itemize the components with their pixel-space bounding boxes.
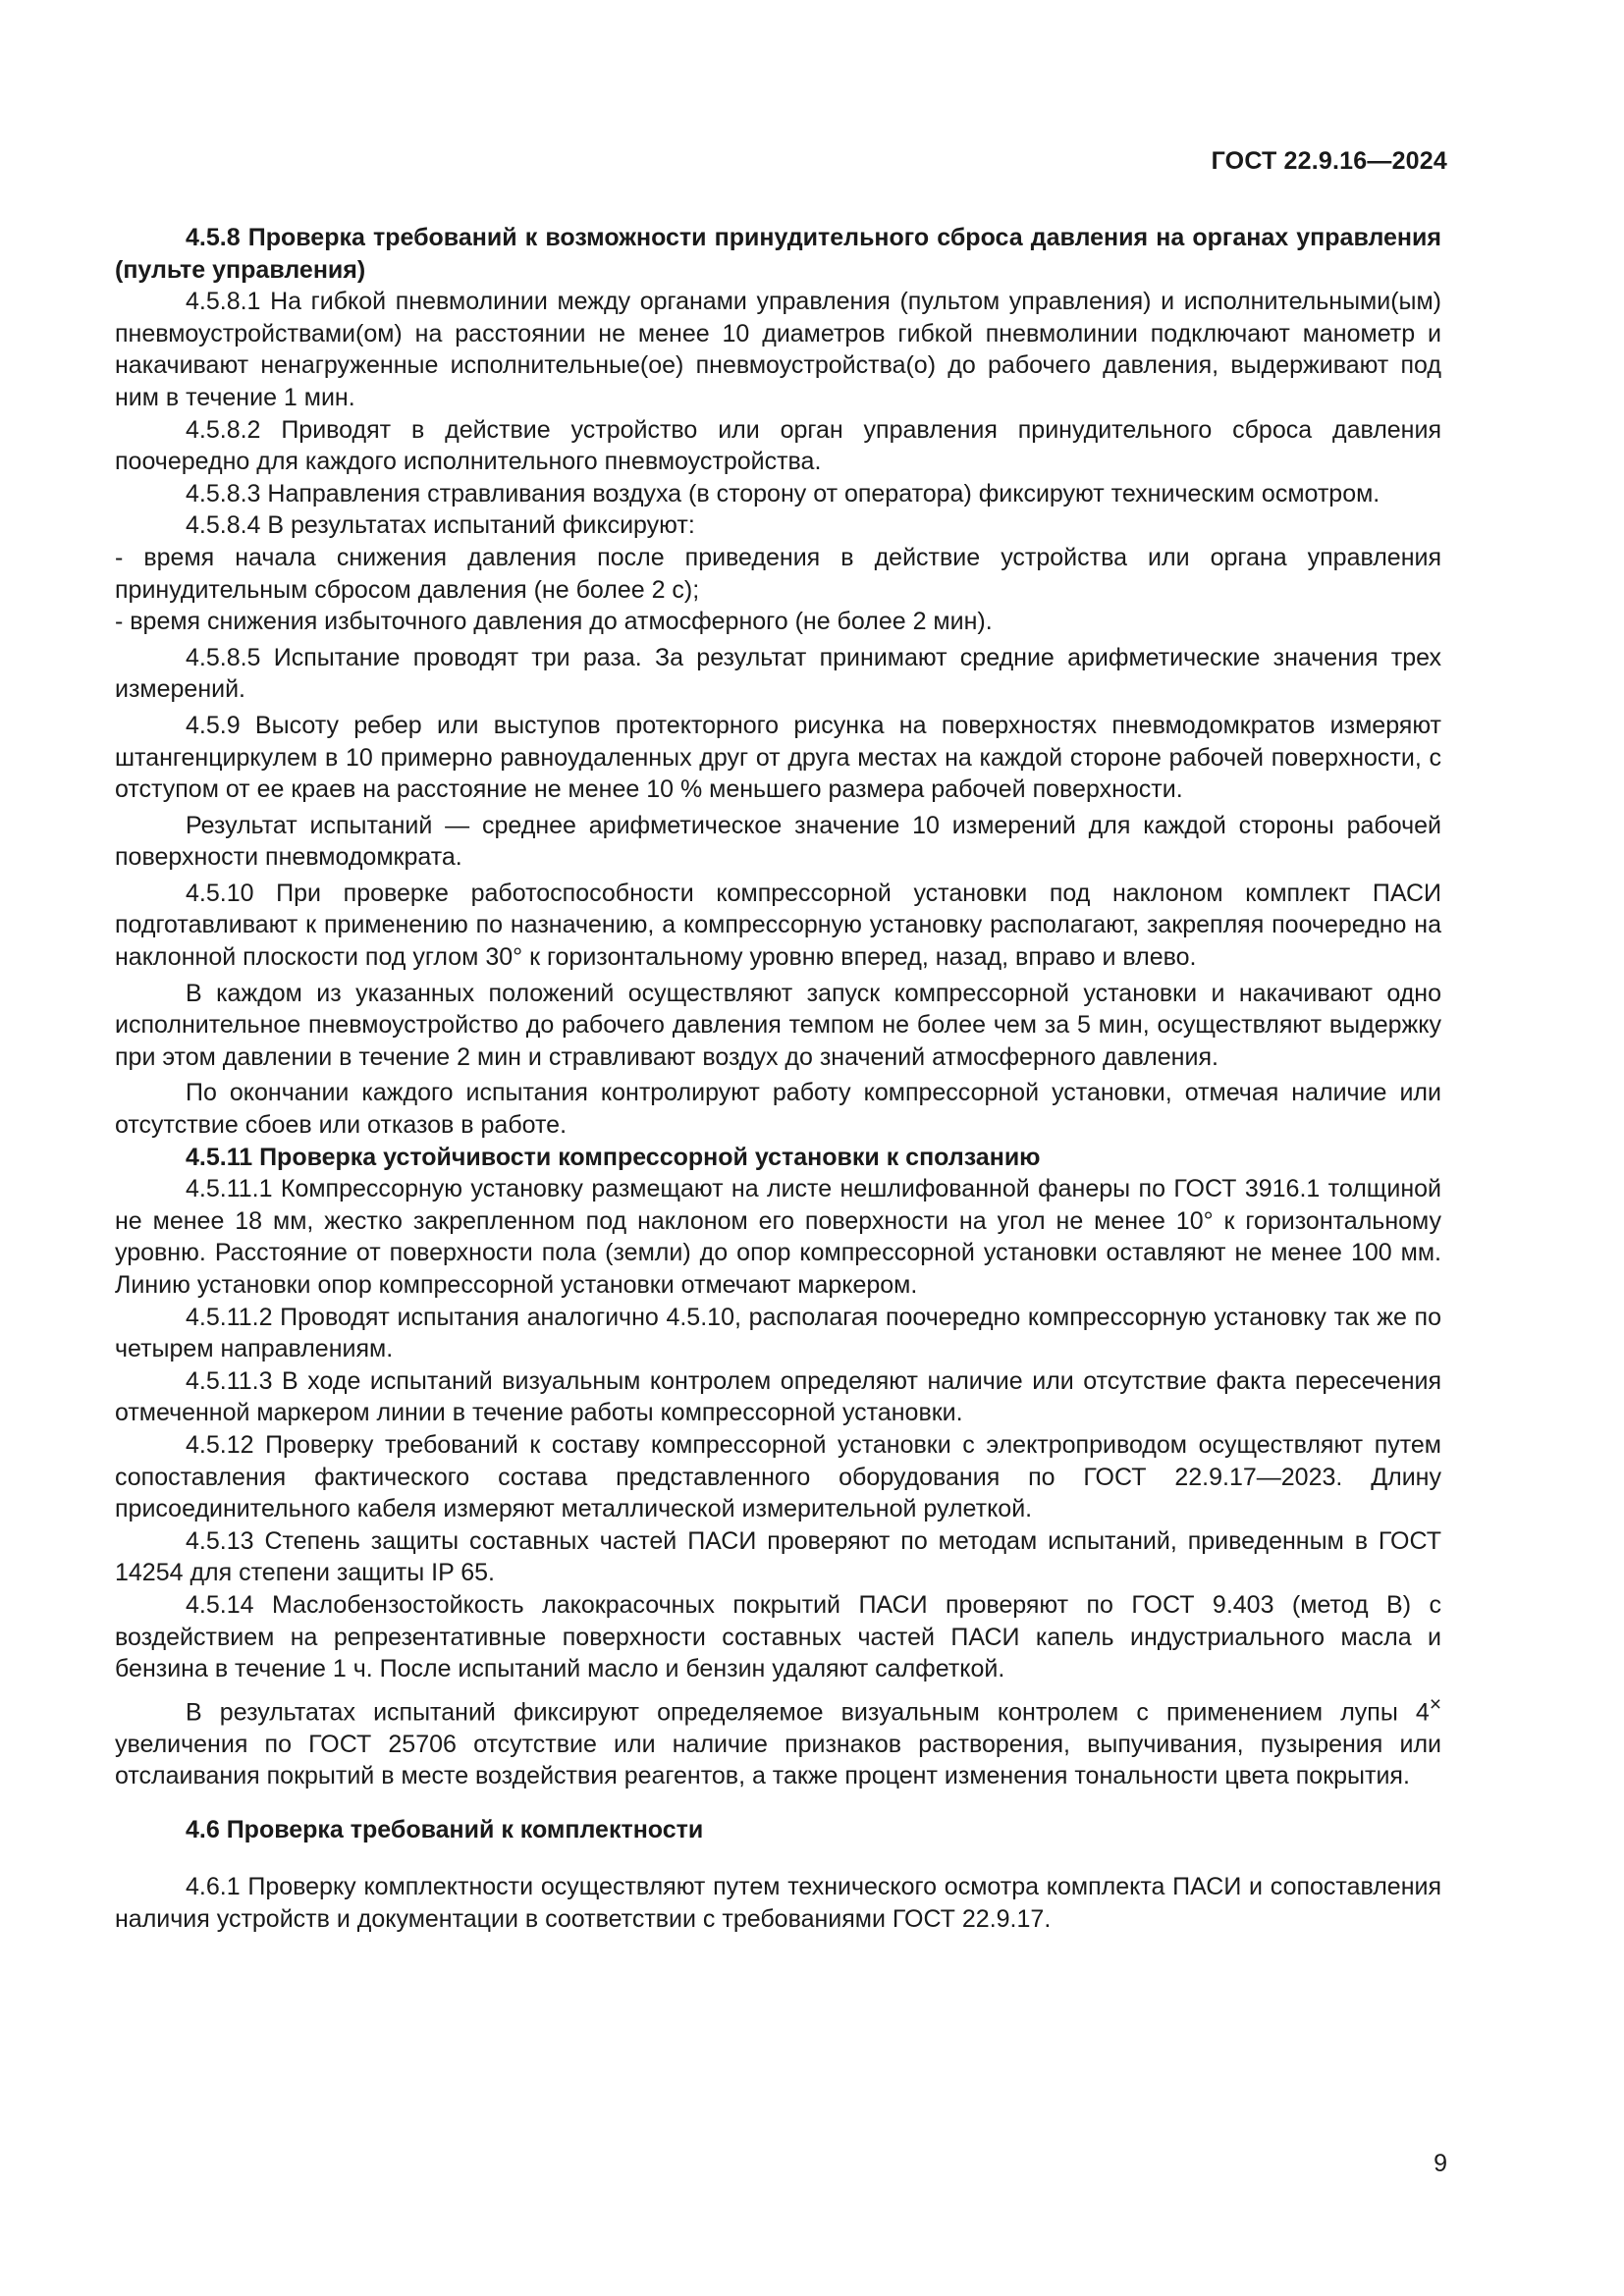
paragraph-4-5-8-5: 4.5.8.5 Испытание проводят три раза. За результат принимают средние арифметические значения трех измерений. bbox=[115, 643, 1441, 704]
paragraph-4-5-8-3: 4.5.8.3 Направления стравливания воздуха (в сторону от оператора) фиксируют техническим осмотром. bbox=[186, 479, 1380, 507]
paragraph-4-5-9: 4.5.9 Высоту ребер или выступов протекторного рисунка на поверхностях пневмодомкратов измеряют штангенциркулем в 10 примерно равноудаленных друг от друга местах на каждой стороне рабочей поверхности, с отступом от ее краев на расстояние не менее 10 % меньшего размера рабочей поверхности. bbox=[115, 711, 1441, 804]
section-4-5-8-title: 4.5.8 Проверка требований к возможности принудительного сброса давления на органах управления (пульте управления) bbox=[115, 224, 1441, 284]
paragraph-4-5-14: 4.5.14 Маслобензостойкость лакокрасочных покрытий ПАСИ проверяют по ГОСТ 9.403 (метод В) с воздействием на репрезентативные поверхности составных частей ПАСИ капель индустриального масла и бензина в течение 1 ч. После испытаний масло и бензин удаляют салфеткой. bbox=[115, 1590, 1441, 1683]
paragraph-4-5-10: 4.5.10 При проверке работоспособности компрессорной установки под наклоном комплект ПАСИ подготавливают к применению по назначению, а компрессорную установку располагают, закрепляя поочередно на наклонной плоскости под углом 30° к горизонтальному уровню вперед, назад, вправо и влево. bbox=[115, 879, 1441, 972]
section-4-5-11-title: 4.5.11 Проверка устойчивости компрессорной установки к сползанию bbox=[186, 1143, 1041, 1171]
paragraph-4-5-10-part-3: По окончании каждого испытания контролируют работу компрессорной установки, отмечая наличие или отсутствие сбоев или отказов в работе. bbox=[115, 1079, 1441, 1140]
paragraph-4-5-14-part-2 bbox=[115, 1689, 1441, 1792]
paragraph-4-5-11-2: 4.5.11.2 Проводят испытания аналогично 4.5.10, располагая поочередно компрессорную установку так же по четырем направлениям. bbox=[115, 1303, 1441, 1363]
paragraph-4-5-8-4: 4.5.8.4 В результатах испытаний фиксируют: bbox=[186, 511, 695, 540]
paragraph-4-5-8-2: 4.5.8.2 Приводят в действие устройство или орган управления принудительного сброса давления поочередно для каждого исполнительного пневмоустройства. bbox=[115, 415, 1441, 476]
list-item: - время начала снижения давления после приведения в действие устройства или органа управления принудительным сбросом давления (не более 2 с); bbox=[115, 543, 1441, 604]
document-body bbox=[115, 222, 1441, 1936]
paragraph-4-5-10-part-2: В каждом из указанных положений осуществляют запуск компрессорной установки и накачивают одно исполнительное пневмоустройство до рабочего давления темпом не более чем за 5 мин, осуществляют выдержку при этом давлении в течение 2 мин и стравливают воздух до значений атмосферного давления. bbox=[115, 979, 1441, 1071]
section-4-6-title: 4.6 Проверка требований к комплектности bbox=[186, 1815, 704, 1843]
paragraph-4-5-9-result: Результат испытаний — среднее арифметическое значение 10 измерений для каждой стороны рабочей поверхности пневмодомкрата. bbox=[115, 811, 1441, 872]
document-header: ГОСТ 22.9.16—2024 bbox=[1211, 147, 1447, 175]
list-item: - время снижения избыточного давления до атмосферного (не более 2 мин). bbox=[115, 608, 993, 636]
paragraph-4-5-13: 4.5.13 Степень защиты составных частей ПАСИ проверяют по методам испытаний, приведенным в ГОСТ 14254 для степени защиты IP 65. bbox=[115, 1526, 1441, 1587]
paragraph-4-6-1: 4.6.1 Проверку комплектности осуществляют путем технического осмотра комплекта ПАСИ и сопоставления наличия устройств и документации в соответствии с требованиями ГОСТ 22.9.17. bbox=[115, 1873, 1441, 1934]
paragraph-text-before: В результатах испытаний фиксируют определяемое визуальным контролем с применением лупы 4 bbox=[186, 1698, 1430, 1727]
paragraph-4-5-12: 4.5.12 Проверку требований к составу компрессорной установки с электроприводом осуществляют путем сопоставления фактического состава представленного оборудования по ГОСТ 22.9.17—2023. Длину присоединительного кабеля измеряют металлической измерительной рулеткой. bbox=[115, 1430, 1441, 1523]
paragraph-4-5-11-3: 4.5.11.3 В ходе испытаний визуальным контролем определяют наличие или отсутствие факта пересечения отмеченной маркером линии в течение работы компрессорной установки. bbox=[115, 1366, 1441, 1427]
paragraph-4-5-11-1: 4.5.11.1 Компрессорную установку размещают на листе нешлифованной фанеры по ГОСТ 3916.1 толщиной не менее 18 мм, жестко закрепленном под наклоном его поверхности на угол не менее 10° к горизонтальному уровню. Расстояние от поверхности пола (земли) до опор компрессорной установки оставляют не менее 100 мм. Линию установки опор компрессорной установки отмечают маркером. bbox=[115, 1175, 1441, 1299]
superscript-times: × bbox=[1429, 1692, 1441, 1716]
paragraph-text-after: увеличения по ГОСТ 25706 отсутствие или наличие признаков растворения, выпучивания, пузырения или отслаивания покрытий в месте воздействия реагентов, а также процент изменения тональности цвета покрытия. bbox=[115, 1730, 1441, 1790]
page-number: 9 bbox=[1434, 2150, 1447, 2177]
paragraph-4-5-8-1: 4.5.8.1 На гибкой пневмолинии между органами управления (пультом управления) и исполнительными(ым) пневмоустройствами(ом) на расстоянии не менее 10 диаметров гибкой пневмолинии подключают манометр и накачивают ненагруженные исполнительные(ое) пневмоустройства(о) до рабочего давления, выдерживают под ним в течение 1 мин. bbox=[115, 288, 1441, 411]
